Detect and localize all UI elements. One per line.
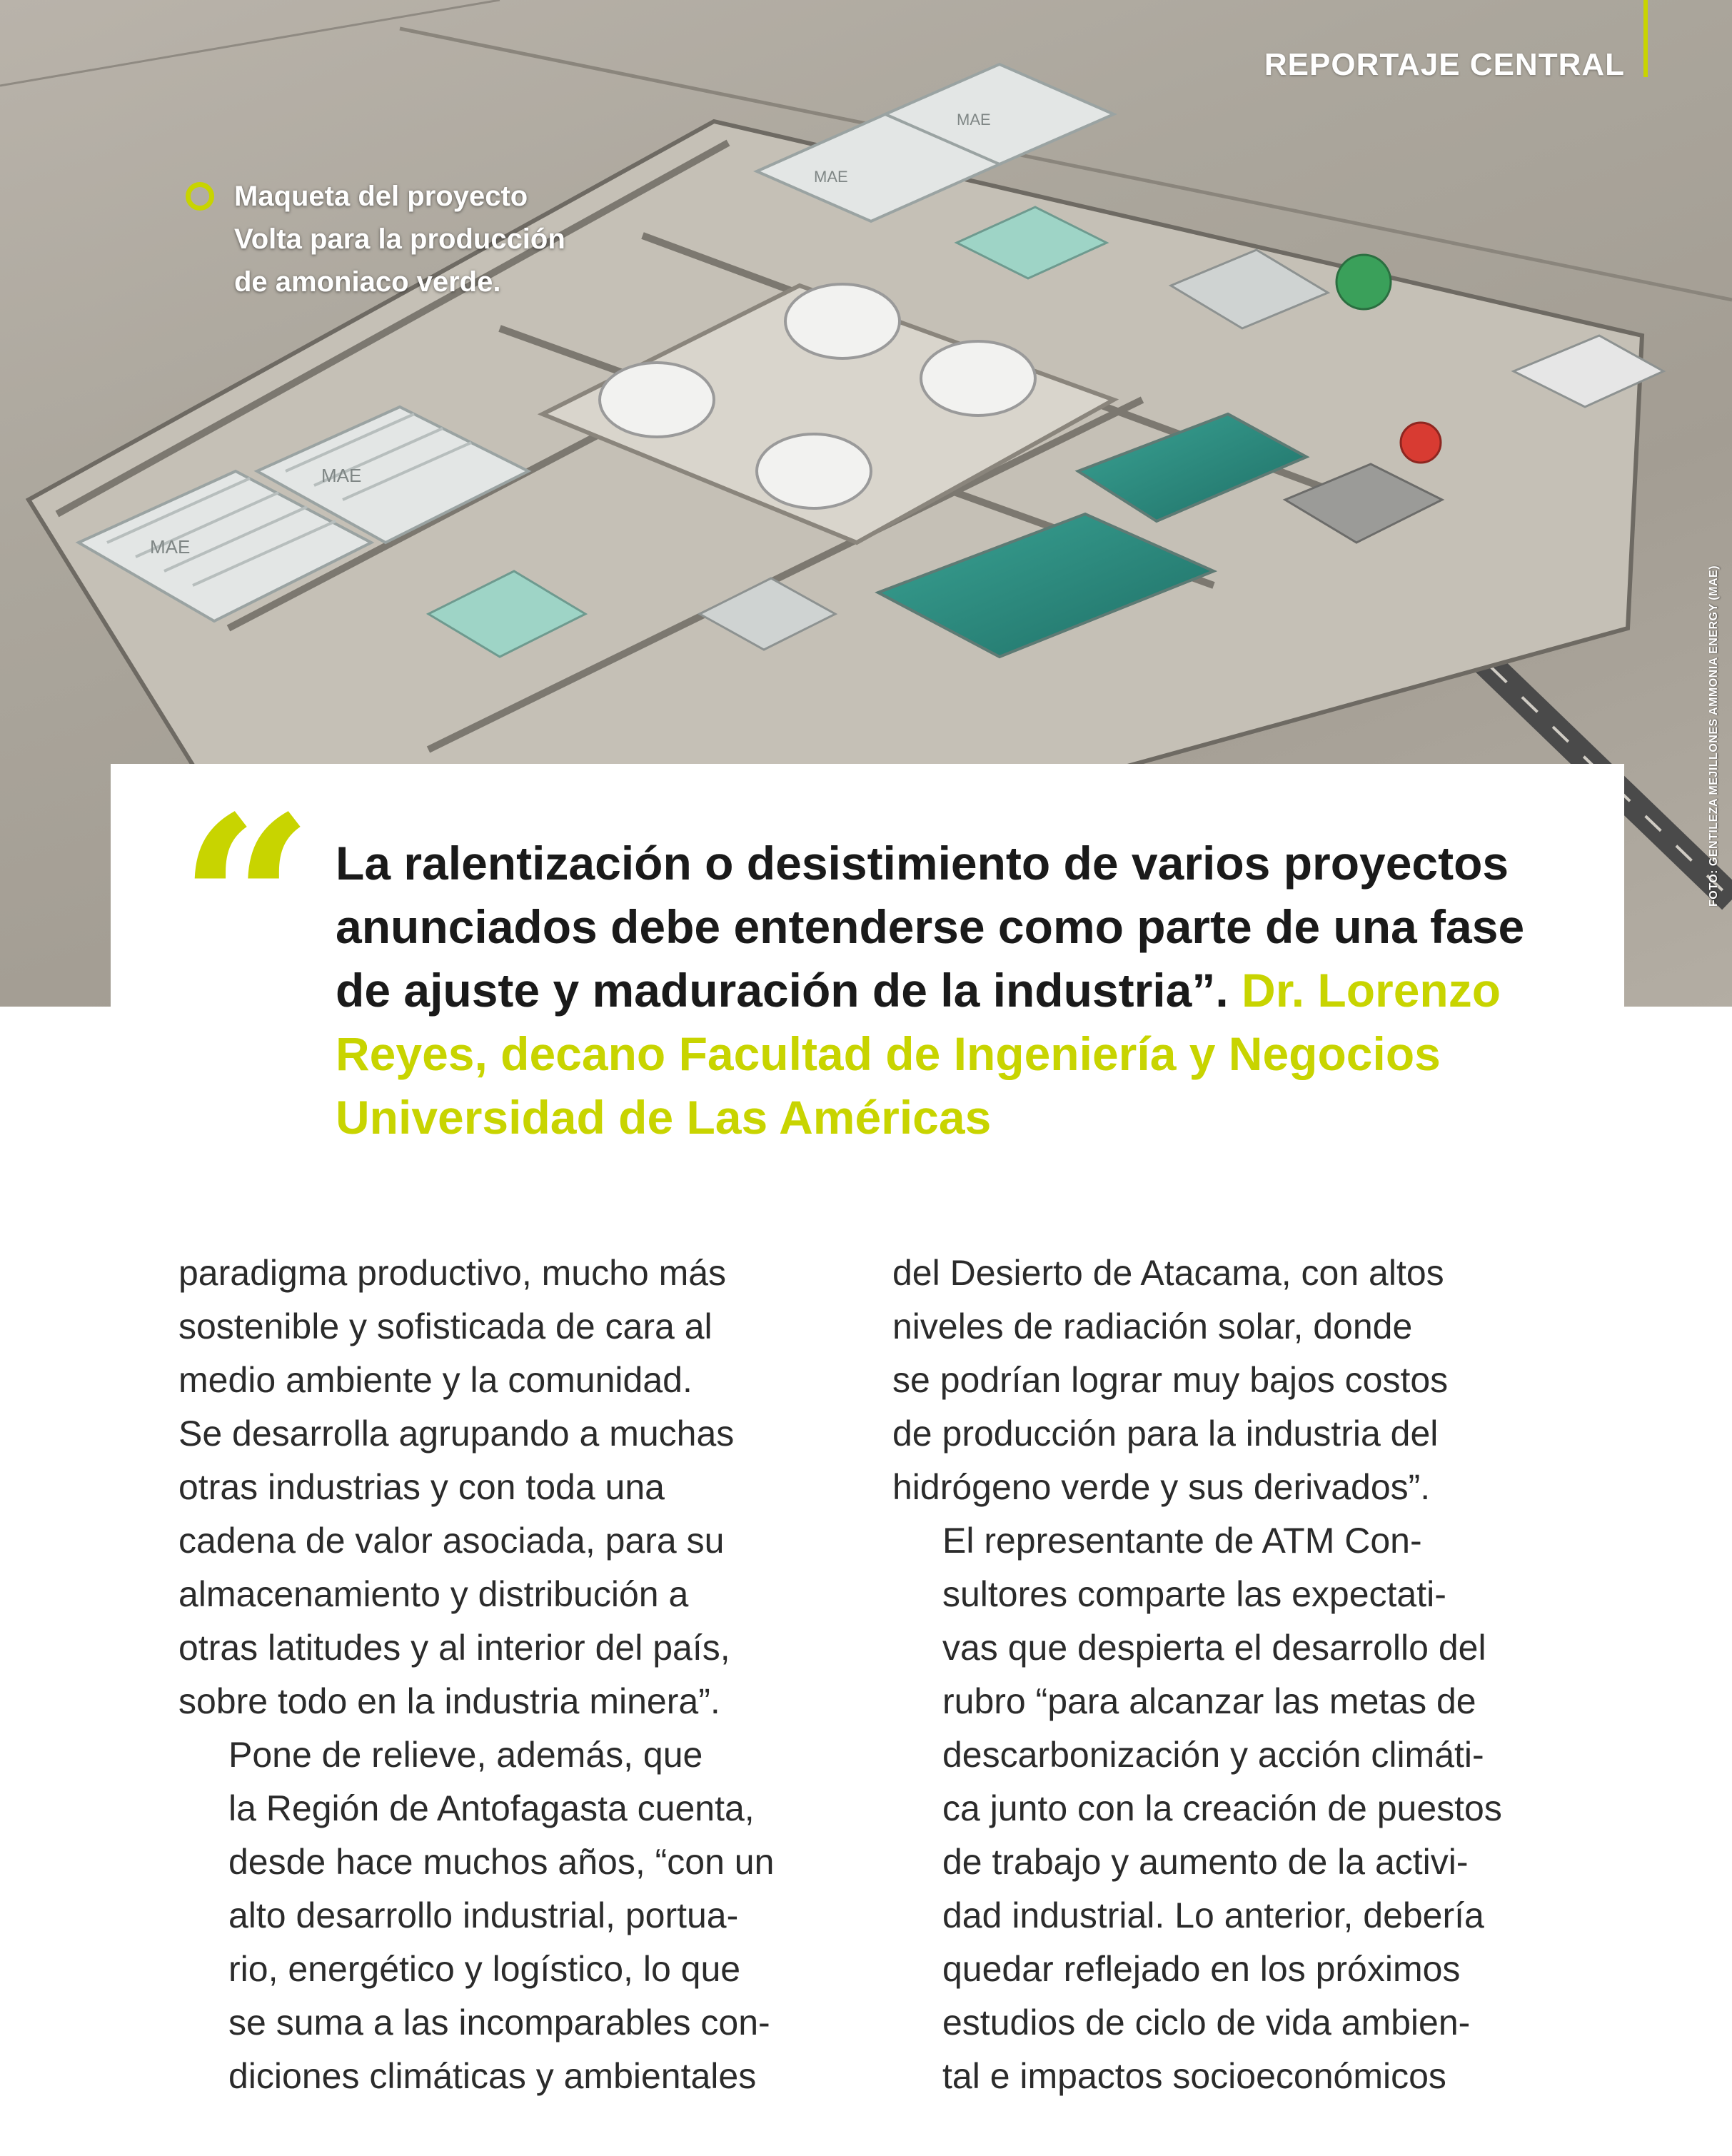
svg-text:MAE: MAE: [321, 465, 362, 486]
storage-tank: [757, 434, 871, 508]
body-column-right: [892, 1246, 1592, 2103]
section-label: REPORTAJE CENTRAL: [1264, 47, 1625, 82]
paragraph: Pone de relieve, además, que la Región de Antofagasta cuenta, desde hace muchos años, “con un alto desarrollo industrial, portua- rio, energético y logístico, lo que se suma a las incomparables con- diciones climáticas y ambientales: [228, 1735, 775, 2096]
caption-text: Maqueta del proyecto Volta para la producción de amoniaco verde.: [234, 181, 565, 298]
caption-bullet-icon: [186, 182, 214, 211]
storage-tank: [785, 284, 900, 358]
paragraph: del Desierto de Atacama, con altos niveles de radiación solar, donde se podrían lograr muy bajos costos de producción para la industria del hidrógeno verde y sus derivados”.: [892, 1253, 1449, 1507]
storage-tank: [921, 341, 1035, 415]
svg-text:MAE: MAE: [814, 168, 848, 186]
svg-text:MAE: MAE: [957, 111, 991, 129]
body-column-left: [178, 1246, 878, 2103]
pull-quote-attribution: Dr. Lorenzo Reyes, decano Facultad de Ingeniería y Negocios Universidad de Las Américas: [336, 964, 1501, 1144]
photo-caption: [186, 175, 643, 303]
svg-text:MAE: MAE: [150, 536, 191, 558]
storage-tank: [600, 363, 714, 437]
quote-mark-icon: “: [178, 765, 314, 1042]
paragraph: paradigma productivo, mucho más sostenible y sofisticada de cara al medio ambiente y la comunidad. Se desarrolla agrupando a muchas otras industrias y con toda una cadena de valor asociada, para su almacenamiento y distribución a otras latitudes y al interior del país, sobre todo en la industria minera”.: [178, 1253, 735, 1721]
pull-quote-text: La ralentización o desistimiento de varios proyectos anunciados debe entenderse como parte de una fase de ajuste y maduración de la industria”.: [336, 837, 1525, 1017]
section-accent-rule: [1643, 0, 1648, 77]
pull-quote: [336, 832, 1585, 1149]
paragraph: El representante de ATM Con- sultores comparte las expectati- vas que despierta el desarrollo del rubro “para alcanzar las metas de descarbonización y acción climáti- ca junto con la creación de puestos de trabajo y aumento de la activi- dad industrial. Lo anterior, debería quedar reflejado en los próximos estudios de ciclo de vida ambien- tal e impactos socioeconómicos: [942, 1521, 1502, 2096]
photo-credit: FOTO: GENTILEZA MEJILLONES AMMONIA ENERGY (MAE): [1708, 565, 1720, 907]
